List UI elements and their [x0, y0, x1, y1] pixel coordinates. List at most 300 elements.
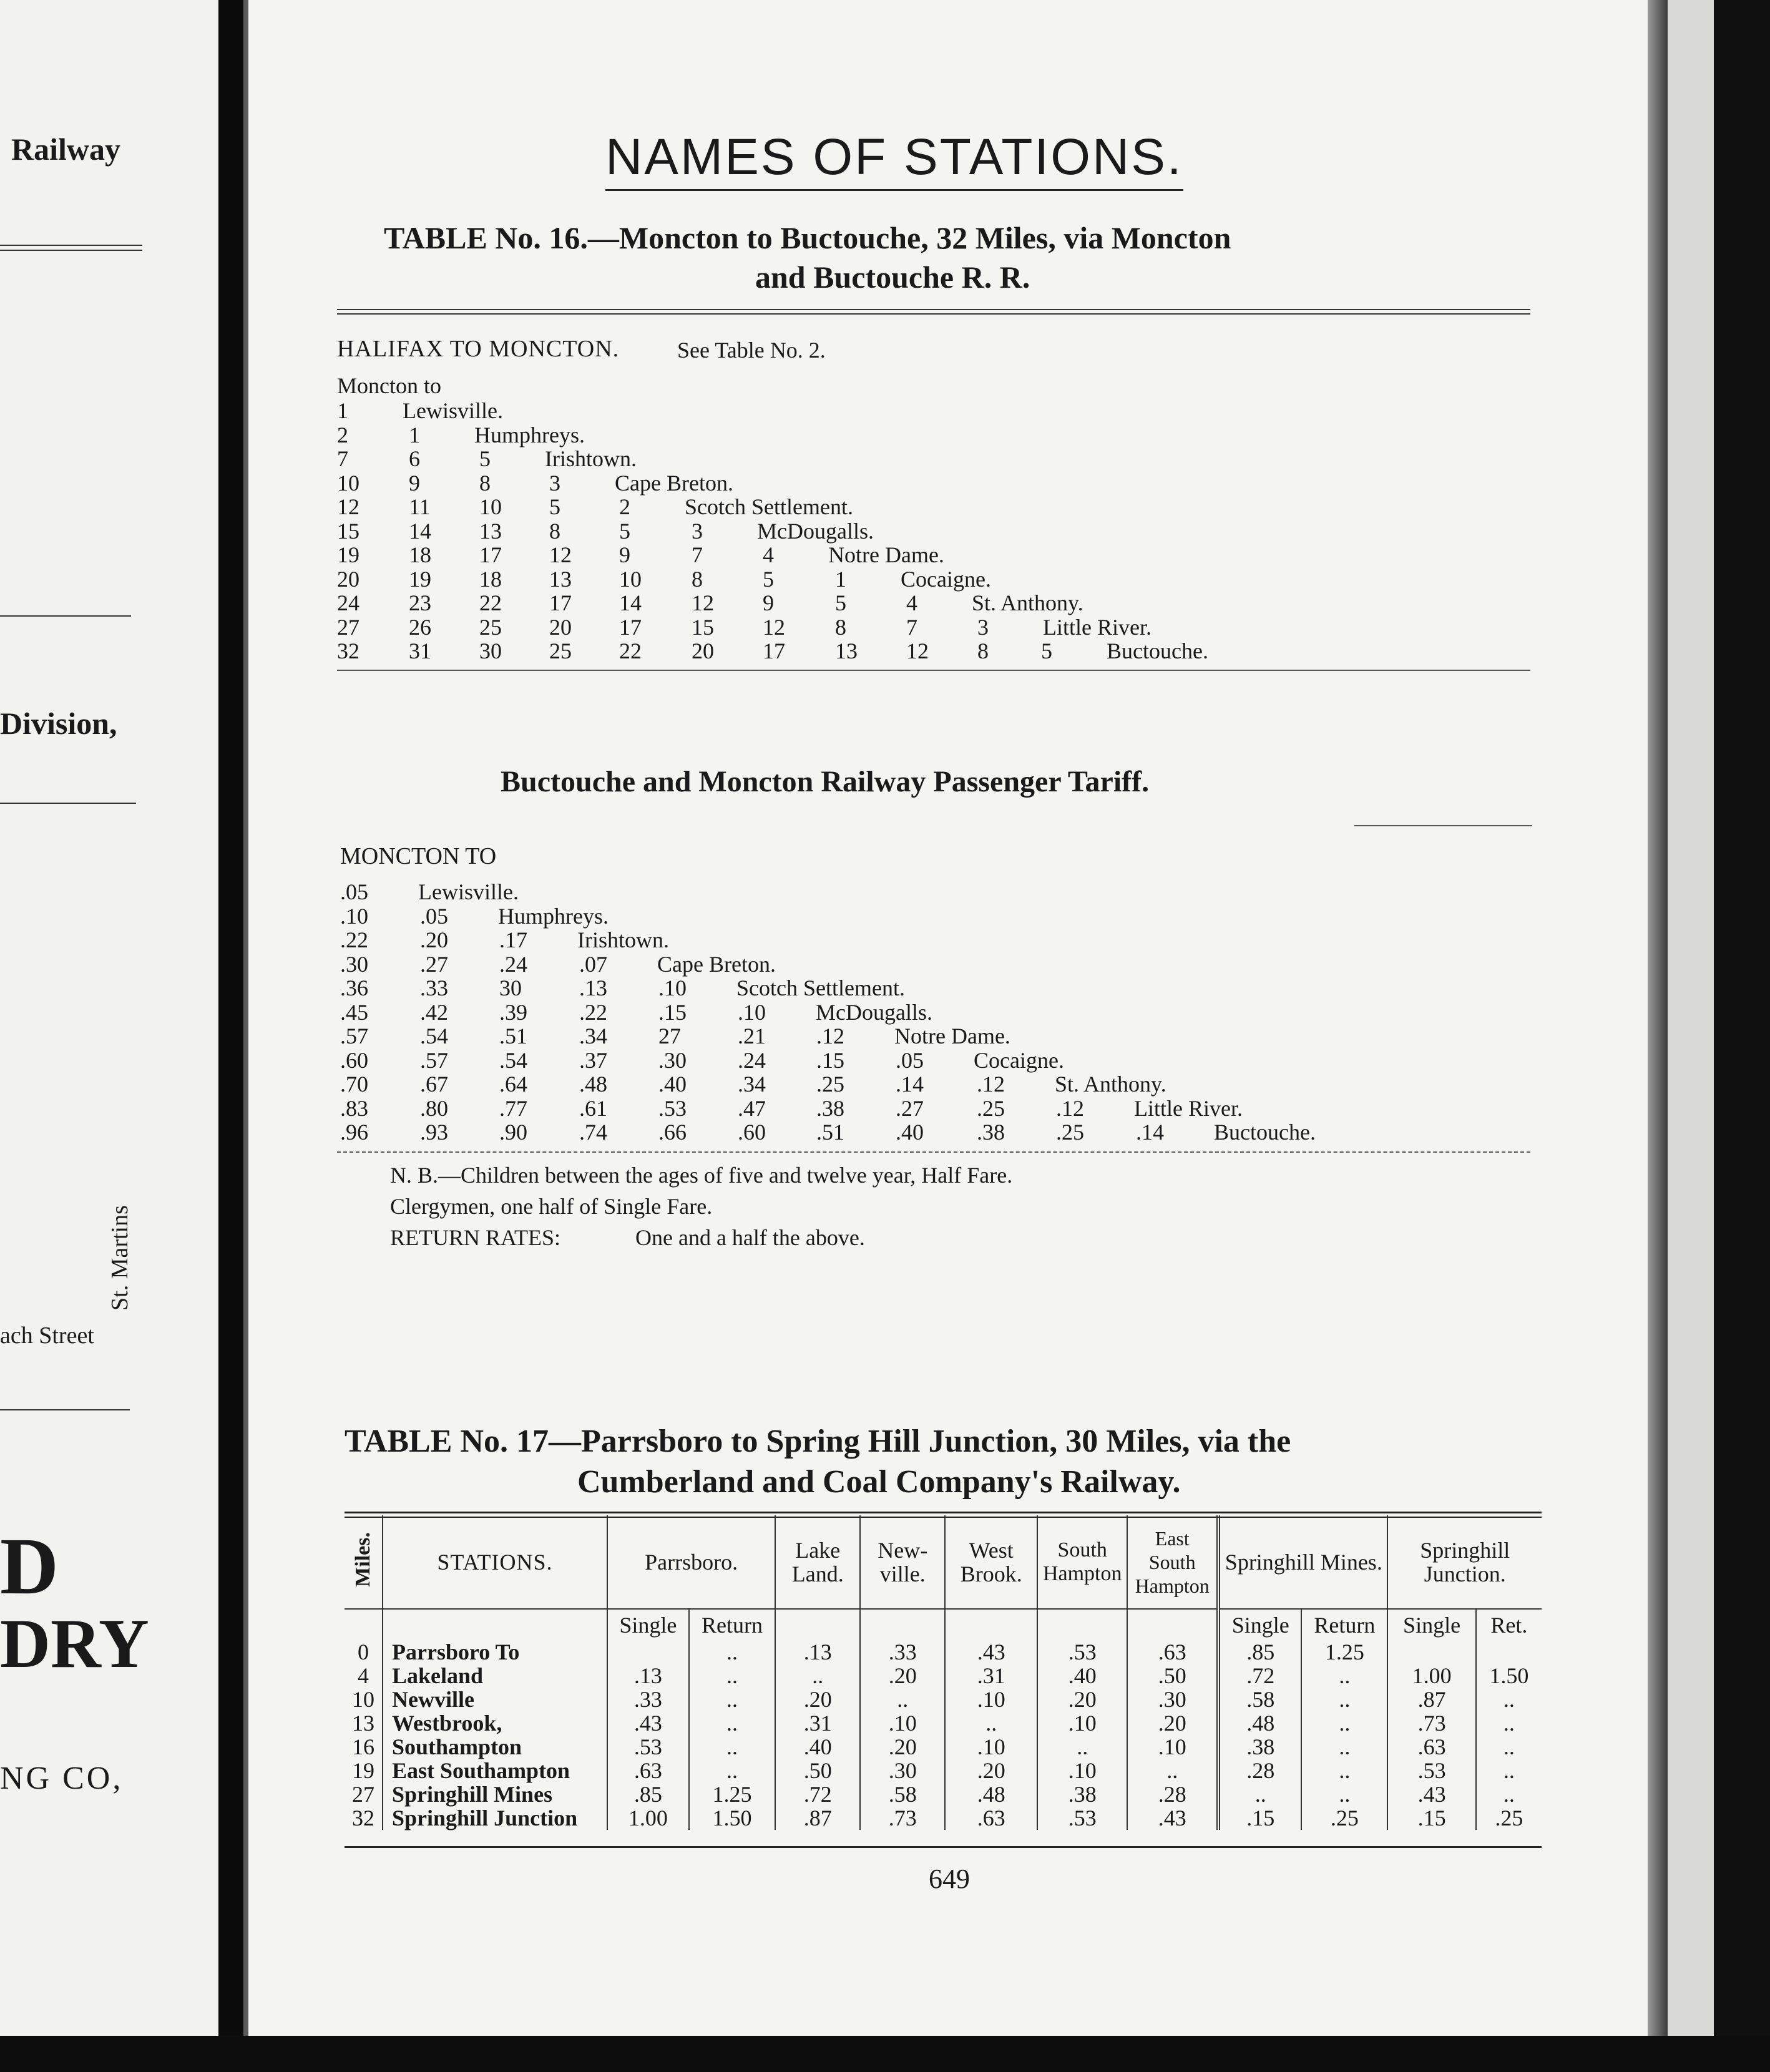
- left-railway-text: Railway: [11, 132, 120, 167]
- blank-subheader: [860, 1609, 945, 1640]
- note-return-rates-label: RETURN RATES:: [390, 1225, 561, 1250]
- tariff-fare-cell: .15: [658, 999, 687, 1025]
- table17-cell-miles: 16: [352, 1734, 374, 1759]
- tariff-fare-cell: .39: [499, 999, 527, 1025]
- table17-cell-miles: 10: [352, 1687, 374, 1712]
- tariff-fare-cell: .60: [340, 1047, 368, 1073]
- table17-cell-south: .10: [1037, 1711, 1127, 1735]
- west-brook-header: West Brook.: [945, 1515, 1037, 1609]
- left-street-text: ach Street: [0, 1322, 94, 1349]
- table17-cell-south: .53: [1037, 1806, 1127, 1830]
- table17-cell-m-single: .72: [1218, 1664, 1301, 1688]
- tariff-fare-cell: .53: [658, 1095, 687, 1121]
- tariff-fare-cell: .80: [420, 1095, 448, 1121]
- tariff-fare-cell: .70: [340, 1072, 368, 1097]
- table17-row: [345, 1735, 1542, 1759]
- table17-cell-miles: 13: [352, 1711, 374, 1736]
- table16-distance-cell: 7: [906, 614, 917, 640]
- table17-row: [345, 1664, 1542, 1688]
- tariff-fare-cell: .42: [420, 999, 448, 1025]
- tariff-station-name: Cape Breton.: [657, 951, 776, 977]
- table17-cell-newv: .30: [860, 1759, 945, 1782]
- table17-cell-m-single: .58: [1218, 1688, 1301, 1711]
- tariff-fare-cell: .60: [738, 1120, 766, 1145]
- table16-bottom-rule: [337, 670, 1530, 671]
- tariff-fare-cell: .17: [499, 927, 527, 952]
- table16-distance-cell: 19: [409, 566, 431, 592]
- table17-cell-j-single: .87: [1387, 1688, 1475, 1711]
- table17-cell-j-ret: ..: [1476, 1711, 1542, 1735]
- page-title: NAMES OF STATIONS.: [605, 128, 1183, 191]
- tariff-fare-cell: .33: [420, 975, 448, 1000]
- table16-distance-cell: 23: [409, 590, 431, 615]
- tariff-fare-cell: .57: [340, 1024, 368, 1048]
- table16-distance-cell: 2: [337, 422, 348, 447]
- table16-distance-cell: 14: [409, 518, 431, 544]
- table17-cell-station: Springhill Mines: [383, 1782, 607, 1806]
- tariff-fare-cell: .54: [420, 1024, 448, 1048]
- table16-distance-cell: 30: [479, 638, 502, 663]
- table17-cell-west: ..: [945, 1711, 1037, 1735]
- east-south-hampton-header: East South Hampton: [1127, 1515, 1218, 1609]
- miles-header: Miles.: [351, 1532, 374, 1587]
- note-children: N. B.—Children between the ages of five and twelve year, Half Fare.: [390, 1163, 1013, 1188]
- tariff-title: Buctouche and Moncton Railway Passenger Tariff.: [501, 765, 1150, 798]
- table17-row: [345, 1640, 1542, 1664]
- table17-cell-miles: 4: [358, 1663, 369, 1688]
- table17-cell-south: .38: [1037, 1782, 1127, 1806]
- tariff-fare-cell: .20: [420, 927, 448, 952]
- table17-cell-p-single: .53: [607, 1735, 689, 1759]
- tariff-fare-cell: .27: [896, 1095, 924, 1121]
- left-rule: [0, 1409, 130, 1410]
- table17-cell-p-single: .33: [607, 1688, 689, 1711]
- table17-cell-p-single: .13: [607, 1664, 689, 1688]
- table17-cell-j-single: .53: [1387, 1759, 1475, 1782]
- table17-cell-newv: .33: [860, 1640, 945, 1664]
- table17-cell-west: .10: [945, 1688, 1037, 1711]
- mines-return-header: Return: [1301, 1609, 1387, 1640]
- table17-cell-station: Springhill Junction: [383, 1806, 607, 1830]
- table16-distance-cell: 9: [409, 470, 420, 496]
- table16-distance-cell: 10: [337, 470, 359, 496]
- table17-cell-m-return: .25: [1301, 1806, 1387, 1830]
- table16-distance-cell: 5: [835, 590, 846, 615]
- tariff-fare-cell: .12: [816, 1024, 844, 1048]
- table16-distance-cell: 9: [619, 542, 630, 567]
- tariff-fare-cell: .67: [420, 1072, 448, 1097]
- table17-cell-east: .50: [1127, 1664, 1218, 1688]
- table16-distance-cell: 6: [409, 446, 420, 471]
- table16-distance-cell: 20: [692, 638, 714, 663]
- table17-cell-station: Newville: [383, 1688, 607, 1711]
- table17-cell-j-ret: ..: [1476, 1759, 1542, 1782]
- tariff-fare-cell: .57: [420, 1047, 448, 1073]
- table17-cell-p-return: ..: [689, 1735, 775, 1759]
- table16-station-name: Irishtown.: [545, 446, 637, 471]
- right-page-edge: [1668, 0, 1714, 2072]
- table17-row: [345, 1806, 1542, 1830]
- table17-cell-m-return: ..: [1301, 1664, 1387, 1688]
- table16-station-name: Lewisville.: [403, 398, 503, 423]
- tariff-fare-cell: .77: [499, 1095, 527, 1121]
- tariff-fare-cell: .40: [896, 1120, 924, 1145]
- table16-distance-cell: 13: [479, 518, 502, 544]
- table17-cell-m-return: ..: [1301, 1759, 1387, 1782]
- tariff-fare-cell: .15: [816, 1047, 844, 1073]
- left-rule: [0, 803, 136, 804]
- table17-cell-east: .43: [1127, 1806, 1218, 1830]
- table17-cell-m-single: .85: [1218, 1640, 1301, 1664]
- table17-cell-newv: .20: [860, 1664, 945, 1688]
- tariff-fare-cell: .22: [340, 927, 368, 952]
- table17-cell-p-single: .43: [607, 1711, 689, 1735]
- table17-cell-p-single: .85: [607, 1782, 689, 1806]
- table17-cell-lake: .13: [775, 1640, 860, 1664]
- tariff-fare-cell: .93: [420, 1120, 448, 1145]
- table16-distance-cell: 5: [763, 566, 774, 592]
- tariff-station-name: Irishtown.: [577, 927, 669, 952]
- note-clergymen: Clergymen, one half of Single Fare.: [390, 1194, 713, 1219]
- table17-cell-east: .10: [1127, 1735, 1218, 1759]
- table17-cell-j-ret: ..: [1476, 1735, 1542, 1759]
- tariff-fare-cell: .38: [816, 1095, 844, 1121]
- table16-distance-cell: 7: [692, 542, 703, 567]
- table16-distance-cell: 9: [763, 590, 774, 615]
- tariff-fare-cell: .61: [579, 1095, 607, 1121]
- springhill-junction-header: Springhill Junction.: [1387, 1515, 1542, 1609]
- table17-cell-miles: 27: [352, 1782, 374, 1807]
- tariff-fare-cell: .10: [658, 975, 687, 1000]
- blank-subheader: [345, 1609, 383, 1640]
- stations-header: STATIONS.: [383, 1515, 607, 1609]
- tariff-station-name: Lewisville.: [418, 879, 519, 904]
- blank-subheader: [383, 1609, 607, 1640]
- table16-distance-cell: 4: [763, 542, 774, 567]
- tariff-station-name: Notre Dame.: [894, 1024, 1010, 1048]
- tariff-fare-cell: .14: [1136, 1120, 1164, 1145]
- tariff-fare-cell: .12: [977, 1072, 1005, 1097]
- parrsboro-single-header: Single: [607, 1609, 689, 1640]
- tariff-fare-cell: .64: [499, 1072, 527, 1097]
- table16-distance-cell: 18: [409, 542, 431, 567]
- table17-cell-m-return: 1.25: [1301, 1640, 1387, 1664]
- table16-distance-cell: 2: [619, 494, 630, 519]
- table16-distance-cell: 5: [1041, 638, 1052, 663]
- tariff-fare-cell: .30: [340, 951, 368, 977]
- left-ng-co: NG CO,: [0, 1761, 124, 1796]
- tariff-fare-cell: .47: [738, 1095, 766, 1121]
- table16-distance-cell: 27: [337, 614, 359, 640]
- table17-cell-j-single: .63: [1387, 1735, 1475, 1759]
- table17-cell-m-single: .15: [1218, 1806, 1301, 1830]
- table17-cell-west: .20: [945, 1759, 1037, 1782]
- table17-cell-m-return: ..: [1301, 1688, 1387, 1711]
- table17-cell-j-ret: ..: [1476, 1688, 1542, 1711]
- table16-station-name: Notre Dame.: [828, 542, 944, 567]
- table17-cell-p-return: ..: [689, 1664, 775, 1688]
- tariff-fare-cell: .34: [579, 1024, 607, 1048]
- table16-distance-cell: 18: [479, 566, 502, 592]
- table16-distance-cell: 13: [835, 638, 858, 663]
- table17-cell-m-single: .28: [1218, 1759, 1301, 1782]
- tariff-fare-cell: .45: [340, 999, 368, 1025]
- table17-cell-lake: .20: [775, 1688, 860, 1711]
- tariff-fare-cell: .48: [579, 1072, 607, 1097]
- tariff-fare-cell: .38: [977, 1120, 1005, 1145]
- table16-distance-cell: 22: [479, 590, 502, 615]
- scan-border-right: [1714, 0, 1770, 2072]
- left-rule: [0, 250, 142, 251]
- scan-border-bottom: [0, 2036, 1770, 2072]
- table16-distance-cell: 8: [479, 470, 491, 496]
- table17-cell-p-return: ..: [689, 1688, 775, 1711]
- table16-station-name: St. Anthony.: [972, 590, 1083, 615]
- newville-header: New-ville.: [860, 1515, 945, 1609]
- table17-cell-station: Lakeland: [383, 1664, 607, 1688]
- table17-cell-m-return: ..: [1301, 1782, 1387, 1806]
- table17-cell-m-single: .48: [1218, 1711, 1301, 1735]
- table17-row: [345, 1711, 1542, 1735]
- tariff-fare-cell: .51: [499, 1024, 527, 1048]
- springhill-mines-header: Springhill Mines.: [1218, 1515, 1387, 1609]
- tariff-fare-cell: .24: [738, 1047, 766, 1073]
- tariff-fare-cell: .21: [738, 1024, 766, 1048]
- blank-subheader: [945, 1609, 1037, 1640]
- tariff-fare-cell: .90: [499, 1120, 527, 1145]
- table17-cell-m-single: ..: [1218, 1782, 1301, 1806]
- table16-distance-cell: 12: [337, 494, 359, 519]
- table17-cell-p-return: ..: [689, 1759, 775, 1782]
- table17-cell-j-ret: ..: [1476, 1782, 1542, 1806]
- left-rule: [0, 615, 131, 617]
- tariff-fare-cell: .10: [738, 999, 766, 1025]
- table17-cell-j-single: [1387, 1640, 1475, 1664]
- table17-cell-newv: .73: [860, 1806, 945, 1830]
- table16-distance-cell: 17: [763, 638, 785, 663]
- table16-distance-cell: 3: [977, 614, 989, 640]
- left-big-d: D: [0, 1522, 59, 1611]
- blank-subheader: [1037, 1609, 1127, 1640]
- tariff-fare-cell: .37: [579, 1047, 607, 1073]
- table16-title: TABLE No. 16.—Moncton to Buctouche, 32 Miles, via Moncton: [384, 220, 1231, 255]
- table16-distance-cell: 13: [549, 566, 572, 592]
- table16-station-name: Little River.: [1043, 614, 1151, 640]
- tariff-station-name: Buctouche.: [1214, 1120, 1316, 1145]
- tariff-fare-cell: .12: [1056, 1095, 1084, 1121]
- table17-cell-p-single: 1.00: [607, 1806, 689, 1830]
- table17-cell-p-return: ..: [689, 1640, 775, 1664]
- table17-cell-west: .31: [945, 1664, 1037, 1688]
- tariff-moncton-to: MONCTON TO: [340, 843, 497, 869]
- tariff-fare-cell: .25: [1056, 1120, 1084, 1145]
- table16-station-name: Humphreys.: [474, 422, 585, 447]
- left-rule: [0, 245, 142, 246]
- see-table-note: See Table No. 2.: [677, 338, 826, 363]
- table17-cell-m-return: ..: [1301, 1735, 1387, 1759]
- tariff-fare-cell: .74: [579, 1120, 607, 1145]
- table16-distance-cell: 7: [337, 446, 348, 471]
- table17-cell-east: .63: [1127, 1640, 1218, 1664]
- halifax-to-moncton: HALIFAX TO MONCTON.: [337, 336, 620, 362]
- table16-distance-cell: 15: [692, 614, 714, 640]
- table16-distance-cell: 14: [619, 590, 642, 615]
- tariff-fare-cell: .14: [896, 1072, 924, 1097]
- note-return-rates-text: One and a half the above.: [635, 1225, 865, 1250]
- table16-distance-cell: 5: [479, 446, 491, 471]
- table17-cell-south: .53: [1037, 1640, 1127, 1664]
- table17-cell-j-single: .73: [1387, 1711, 1475, 1735]
- left-division-text: Division,: [0, 706, 117, 741]
- table17-cell-j-ret: [1476, 1640, 1542, 1664]
- table16-distance-cell: 1: [337, 398, 348, 423]
- table17-cell-station: Southampton: [383, 1735, 607, 1759]
- table16-distance-cell: 22: [619, 638, 642, 663]
- table16-distance-cell: 19: [337, 542, 359, 567]
- table16-distance-cell: 4: [906, 590, 917, 615]
- lake-land-header: Lake Land.: [775, 1515, 860, 1609]
- table17-cell-p-return: 1.50: [689, 1806, 775, 1830]
- table16-distance-cell: 25: [549, 638, 572, 663]
- table17-cell-lake: .40: [775, 1735, 860, 1759]
- table17-cell-p-single: .63: [607, 1759, 689, 1782]
- table16-distance-cell: 17: [619, 614, 642, 640]
- table17-cell-p-single: [607, 1640, 689, 1664]
- table16-distance-cell: 1: [409, 422, 420, 447]
- table17-cell-east: .30: [1127, 1688, 1218, 1711]
- table17-cell-south: .20: [1037, 1688, 1127, 1711]
- table17-cell-west: .48: [945, 1782, 1037, 1806]
- tariff-station-name: Humphreys.: [498, 903, 609, 929]
- table16-distance-cell: 24: [337, 590, 359, 615]
- table17-cell-newv: ..: [860, 1688, 945, 1711]
- tariff-fare-cell: .25: [816, 1072, 844, 1097]
- table17-cell-lake: .72: [775, 1782, 860, 1806]
- table17-cell-p-return: 1.25: [689, 1782, 775, 1806]
- left-st-martins: St. Martins: [107, 1205, 133, 1311]
- double-rule: [337, 309, 1530, 315]
- table16-distance-cell: 8: [835, 614, 846, 640]
- parrsboro-header: Parrsboro.: [607, 1515, 775, 1609]
- table17-cell-newv: .58: [860, 1782, 945, 1806]
- table16-distance-cell: 32: [337, 638, 359, 663]
- table16-distance-cell: 17: [549, 590, 572, 615]
- table16-distance-cell: 3: [549, 470, 560, 496]
- table16-distance-cell: 12: [549, 542, 572, 567]
- table16-distance-cell: 8: [977, 638, 989, 663]
- table17-cell-south: ..: [1037, 1735, 1127, 1759]
- tariff-fare-cell: .07: [579, 951, 607, 977]
- table17-cell-west: .10: [945, 1735, 1037, 1759]
- table16-distance-cell: 12: [906, 638, 929, 663]
- blank-subheader: [1127, 1609, 1218, 1640]
- table17-cell-j-single: 1.00: [1387, 1664, 1475, 1688]
- table16-distance-cell: 8: [692, 566, 703, 592]
- table17-cell-east: .20: [1127, 1711, 1218, 1735]
- table17-cell-miles: 0: [358, 1640, 369, 1664]
- table16-distance-cell: 11: [409, 494, 431, 519]
- tariff-fare-cell: .05: [420, 903, 448, 929]
- table17-cell-lake: .50: [775, 1759, 860, 1782]
- tariff-fare-cell: .05: [340, 879, 368, 904]
- tariff-fare-cell: .13: [579, 975, 607, 1000]
- table16-station-name: McDougalls.: [757, 518, 874, 544]
- table17-row: [345, 1759, 1542, 1782]
- tariff-fare-cell: .27: [420, 951, 448, 977]
- tariff-bottom-rule: [337, 1151, 1530, 1153]
- binding-gutter: [218, 0, 243, 2072]
- tariff-fare-cell: .83: [340, 1095, 368, 1121]
- tariff-fare-cell: .40: [658, 1072, 687, 1097]
- table17-cell-j-single: .15: [1387, 1806, 1475, 1830]
- tariff-fare-cell: .36: [340, 975, 368, 1000]
- table17-cell-east: .28: [1127, 1782, 1218, 1806]
- blank-subheader: [775, 1609, 860, 1640]
- tariff-fare-cell: .96: [340, 1120, 368, 1145]
- table17-cell-south: .40: [1037, 1664, 1127, 1688]
- table17-cell-east: ..: [1127, 1759, 1218, 1782]
- table16-distance-cell: 12: [692, 590, 714, 615]
- table17-cell-p-return: ..: [689, 1711, 775, 1735]
- page-number: 649: [929, 1864, 970, 1894]
- table17-title: TABLE No. 17—Parrsboro to Spring Hill Junction, 30 Miles, via the: [345, 1424, 1291, 1459]
- table16-station-name: Buctouche.: [1107, 638, 1208, 663]
- table17-cell-newv: .10: [860, 1711, 945, 1735]
- tariff-fare-cell: 27: [658, 1024, 681, 1048]
- table16-station-name: Cape Breton.: [615, 470, 733, 496]
- tariff-fare-cell: .05: [896, 1047, 924, 1073]
- tariff-station-name: Cocaigne.: [974, 1047, 1064, 1073]
- parrsboro-return-header: Return: [689, 1609, 775, 1640]
- table16-distance-cell: 10: [619, 566, 642, 592]
- table16-distance-cell: 25: [479, 614, 502, 640]
- table16-distance-cell: 8: [549, 518, 560, 544]
- table17-cell-station: Westbrook,: [383, 1711, 607, 1735]
- table17-cell-lake: ..: [775, 1664, 860, 1688]
- south-hampton-header: South Hampton: [1037, 1515, 1127, 1609]
- table16-distance-cell: 3: [692, 518, 703, 544]
- table17-cell-station: Parrsboro To: [383, 1640, 607, 1664]
- tariff-station-name: St. Anthony.: [1055, 1072, 1166, 1097]
- table17-cell-m-single: .38: [1218, 1735, 1301, 1759]
- tariff-station-name: Scotch Settlement.: [736, 975, 905, 1000]
- tariff-fare-cell: .22: [579, 999, 607, 1025]
- table17-cell-miles: 19: [352, 1758, 374, 1783]
- table17-cell-j-single: .43: [1387, 1782, 1475, 1806]
- table16-distance-cell: 20: [549, 614, 572, 640]
- table17-cell-lake: .31: [775, 1711, 860, 1735]
- junction-single-header: Single: [1387, 1609, 1475, 1640]
- table17-cell-south: .10: [1037, 1759, 1127, 1782]
- table17-row: [345, 1782, 1542, 1806]
- table17-cell-lake: .87: [775, 1806, 860, 1830]
- left-big-ory: DRY: [0, 1605, 149, 1683]
- table16-distance-cell: 15: [337, 518, 359, 544]
- table17-bottom-rule: [345, 1846, 1542, 1848]
- table16-station-name: Scotch Settlement.: [685, 494, 853, 519]
- gutter-edge: [243, 0, 248, 2072]
- table16-distance-cell: 12: [763, 614, 785, 640]
- table17-top-rule: [345, 1512, 1542, 1513]
- table17-cell-west: .63: [945, 1806, 1037, 1830]
- tariff-fare-cell: .54: [499, 1047, 527, 1073]
- table16-distance-cell: 10: [479, 494, 502, 519]
- table16-title-line2: and Buctouche R. R.: [755, 260, 1030, 295]
- tariff-fare-cell: .24: [499, 951, 527, 977]
- table17-cell-j-ret: .25: [1476, 1806, 1542, 1830]
- table16-distance-cell: 26: [409, 614, 431, 640]
- table17-title-line2: Cumberland and Coal Company's Railway.: [577, 1464, 1181, 1500]
